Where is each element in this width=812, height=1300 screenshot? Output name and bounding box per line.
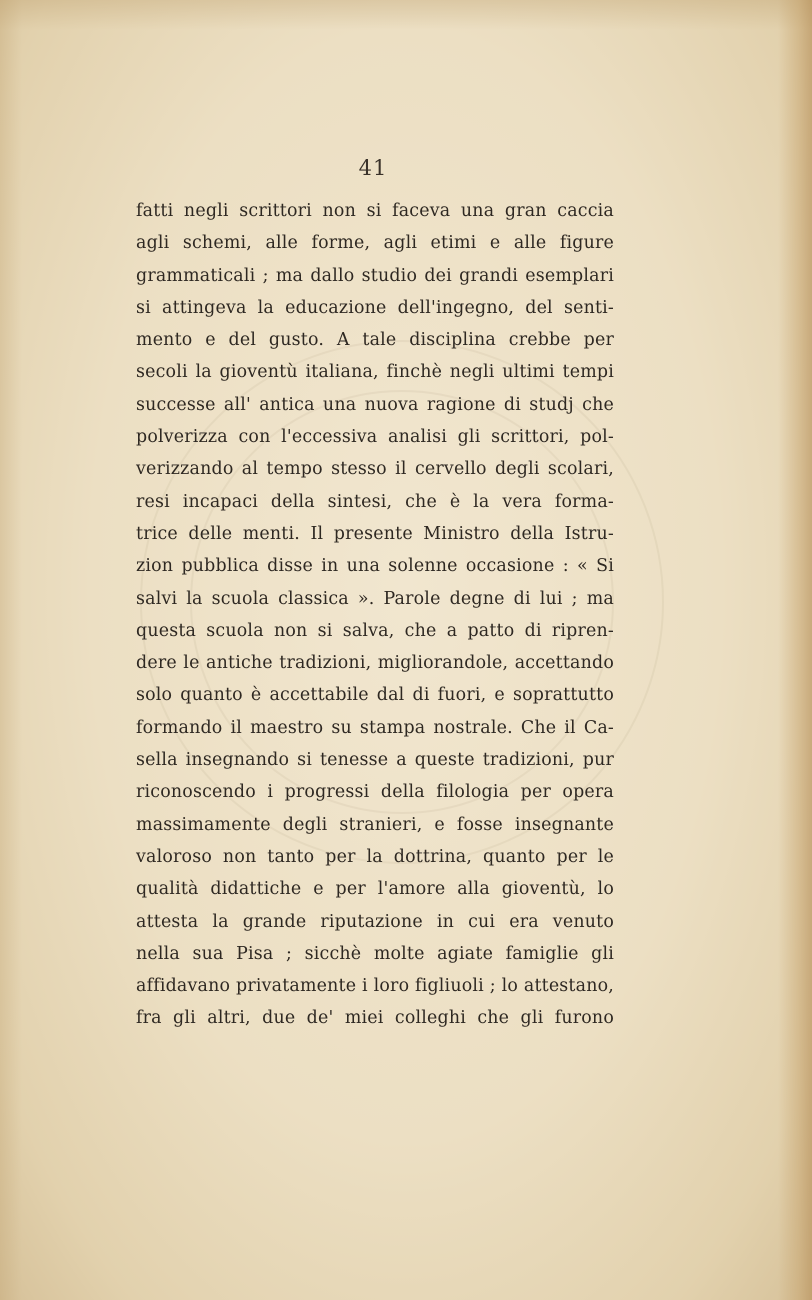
text-line: sella insegnando si tenesse a queste tradizioni, pur xyxy=(136,750,614,771)
paper-top-edge xyxy=(0,0,812,30)
text-line: fra gli altri, due de' miei colleghi che gli furono xyxy=(136,1008,614,1029)
text-line: riconoscendo i progressi della filologia per opera xyxy=(136,782,614,803)
text-line: massimamente degli stranieri, e fosse insegnante xyxy=(136,814,614,835)
text-line: grammaticali ; ma dallo studio dei grandi esemplari xyxy=(136,265,614,286)
text-line: dere le antiche tradizioni, migliorandole, accettando xyxy=(136,653,614,674)
text-line: formando il maestro su stampa nostrale. Che il Ca- xyxy=(136,717,614,738)
text-line: solo quanto è accettabile dal di fuori, e soprattutto xyxy=(136,685,614,706)
text-line: agli schemi, alle forme, agli etimi e alle figure xyxy=(136,233,614,254)
text-line: trice delle menti. Il presente Ministro della Istru- xyxy=(136,523,614,544)
text-line: nella sua Pisa ; sicchè molte agiate famiglie gli xyxy=(136,943,614,964)
text-line: valoroso non tanto per la dottrina, quanto per le xyxy=(136,846,614,867)
text-line: attesta la grande riputazione in cui era venuto xyxy=(136,911,614,932)
paper-right-edge xyxy=(778,0,812,1300)
body-text xyxy=(136,195,614,1035)
text-line: polverizza con l'eccessiva analisi gli scrittori, pol- xyxy=(136,427,614,448)
text-line: mento e del gusto. A tale disciplina crebbe per xyxy=(136,330,614,351)
text-line: fatti negli scrittori non si faceva una gran caccia xyxy=(136,201,614,221)
text-line: zion pubblica disse in una solenne occasione : « Si xyxy=(136,556,614,577)
text-line: si attingeva la educazione dell'ingegno, del senti- xyxy=(136,297,614,318)
text-line: resi incapaci della sintesi, che è la vera forma- xyxy=(136,491,614,512)
text-line: salvi la scuola classica ». Parole degne di lui ; ma xyxy=(136,588,614,609)
text-line: secoli la gioventù italiana, finchè negli ultimi tempi xyxy=(136,362,614,383)
page-number: 41 xyxy=(358,156,388,180)
text-line: affidavano privatamente i loro figliuoli ; lo attestano, xyxy=(136,976,614,997)
text-line: qualità didattiche e per l'amore alla gioventù, lo xyxy=(136,879,614,900)
text-line: successe all' antica una nuova ragione di studj che xyxy=(136,394,614,415)
text-line: questa scuola non si salva, che a patto di ripren- xyxy=(136,620,614,641)
text-line: verizzando al tempo stesso il cervello degli scolari, xyxy=(136,459,614,480)
paper-left-edge xyxy=(0,0,22,1300)
